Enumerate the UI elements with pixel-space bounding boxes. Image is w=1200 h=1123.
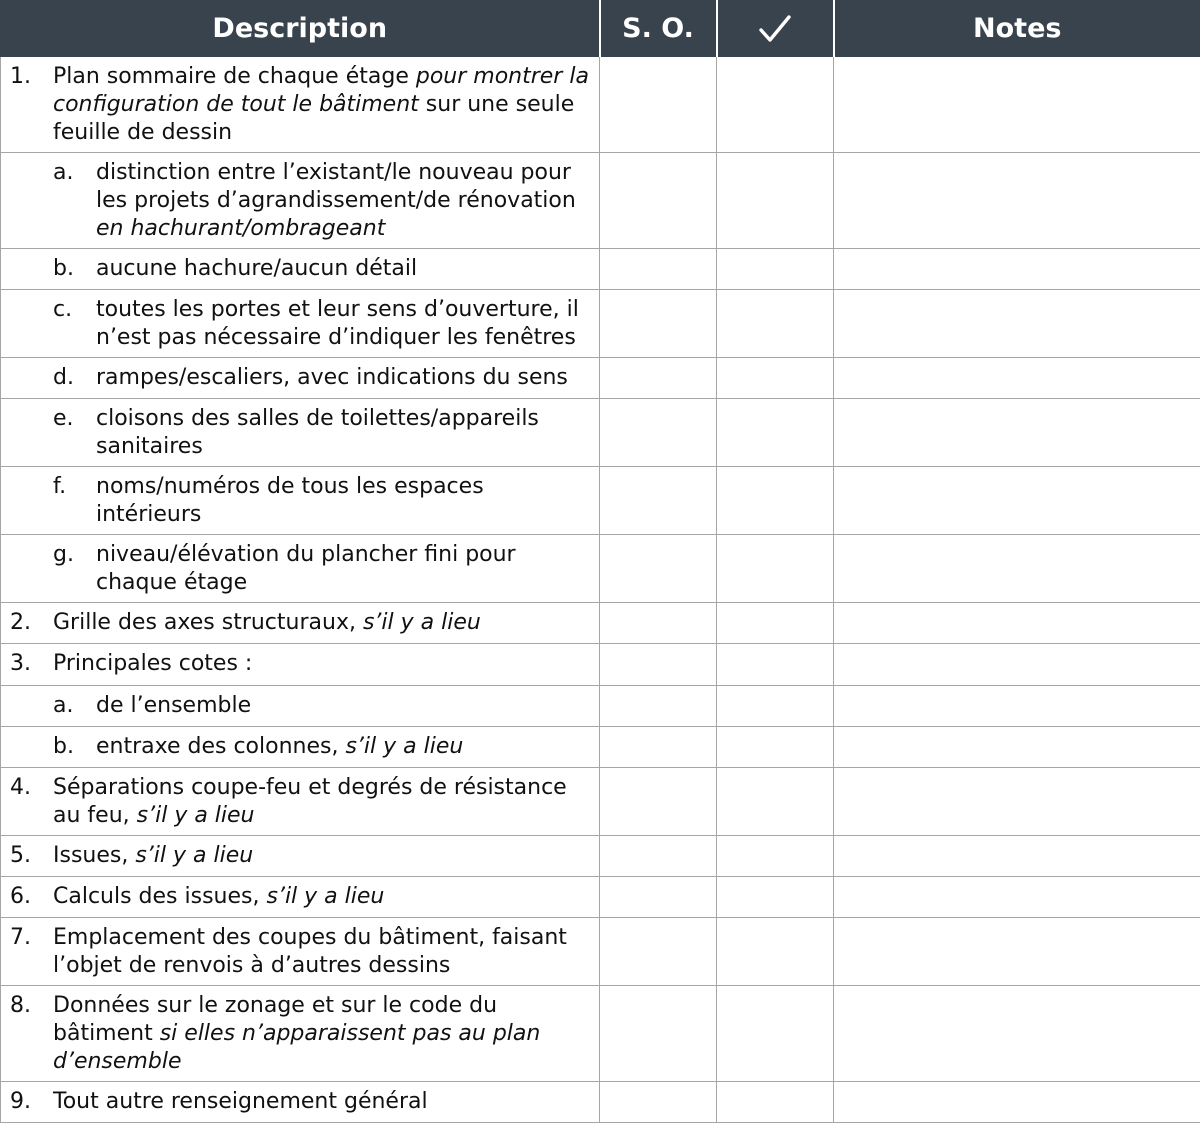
check-cell[interactable] — [717, 249, 834, 290]
item-text — [53, 1088, 591, 1116]
item-text-part: Principales cotes : — [53, 651, 252, 676]
item-text-part: Issues, — [53, 843, 135, 868]
so-cell[interactable] — [600, 57, 717, 153]
description-cell — [1, 918, 600, 986]
notes-cell[interactable] — [834, 399, 1200, 467]
table-row — [1, 877, 1200, 918]
check-cell[interactable] — [717, 768, 834, 836]
item-text — [53, 774, 591, 830]
item-text-italic: si elles n’apparaissent pas au plan d’ensemble — [53, 1021, 540, 1074]
sub-item-letter: a. — [53, 159, 96, 243]
item-number: 9. — [10, 1088, 53, 1116]
table-row — [1, 986, 1200, 1082]
item-text-part: Emplacement des coupes du bâtiment, faisant l’objet de renvois à d’autres dessins — [53, 925, 567, 978]
table-row — [1, 467, 1200, 535]
header-description: Description — [1, 1, 600, 57]
item-text — [96, 159, 591, 243]
item-text-part: Séparations coupe-feu et degrés de résistance au feu, — [53, 775, 567, 828]
item-text — [96, 364, 591, 392]
item-text — [53, 842, 591, 870]
sub-item-letter: b. — [53, 255, 96, 283]
item-text — [96, 541, 591, 597]
item-number: 7. — [10, 924, 53, 980]
item-number: 8. — [10, 992, 53, 1076]
so-cell[interactable] — [600, 768, 717, 836]
item-text — [53, 63, 591, 147]
check-cell[interactable] — [717, 535, 834, 603]
item-text-italic: en hachurant/ombrageant — [96, 216, 385, 241]
so-cell[interactable] — [600, 727, 717, 768]
description-cell — [1, 57, 600, 153]
header-so: S. O. — [600, 1, 717, 57]
description-cell — [1, 603, 600, 644]
table-row — [1, 686, 1200, 727]
item-text-part: cloisons des salles de toilettes/appareils sanitaires — [96, 406, 539, 459]
so-cell[interactable] — [600, 535, 717, 603]
item-text-part: distinction entre l’existant/le nouveau pour les projets d’agrandissement/de rénovation — [96, 160, 576, 213]
check-cell[interactable] — [717, 836, 834, 877]
check-cell[interactable] — [717, 918, 834, 986]
notes-cell[interactable] — [834, 644, 1200, 686]
item-text — [53, 883, 591, 911]
header-check — [717, 1, 834, 57]
description-cell — [1, 727, 600, 768]
so-cell[interactable] — [600, 603, 717, 644]
notes-cell[interactable] — [834, 768, 1200, 836]
table-row — [1, 249, 1200, 290]
notes-cell[interactable] — [834, 686, 1200, 727]
so-cell[interactable] — [600, 290, 717, 358]
so-cell[interactable] — [600, 1082, 717, 1123]
notes-cell[interactable] — [834, 1082, 1200, 1123]
table-row — [1, 644, 1200, 686]
item-number: 3. — [10, 650, 53, 678]
check-cell[interactable] — [717, 399, 834, 467]
table-row — [1, 57, 1200, 153]
item-text-part: Tout autre renseignement général — [53, 1089, 428, 1114]
sub-item-letter: e. — [53, 405, 96, 461]
table-row — [1, 727, 1200, 768]
notes-cell[interactable] — [834, 249, 1200, 290]
item-number: 5. — [10, 842, 53, 870]
notes-cell[interactable] — [834, 358, 1200, 399]
check-cell[interactable] — [717, 877, 834, 918]
table-row — [1, 290, 1200, 358]
so-cell[interactable] — [600, 467, 717, 535]
item-text-italic: s’il y a lieu — [137, 803, 255, 828]
table-row — [1, 535, 1200, 603]
check-cell[interactable] — [717, 727, 834, 768]
item-text-part: de l’ensemble — [96, 693, 251, 718]
item-number: 6. — [10, 883, 53, 911]
item-text — [53, 650, 591, 678]
notes-cell[interactable] — [834, 57, 1200, 153]
table-row — [1, 836, 1200, 877]
header-notes: Notes — [834, 1, 1200, 57]
check-cell[interactable] — [717, 358, 834, 399]
description-cell — [1, 399, 600, 467]
so-cell[interactable] — [600, 399, 717, 467]
item-text-part: toutes les portes et leur sens d’ouverture, il n’est pas nécessaire d’indiquer les fenêtres — [96, 297, 579, 350]
notes-cell[interactable] — [834, 836, 1200, 877]
description-cell — [1, 877, 600, 918]
notes-cell[interactable] — [834, 290, 1200, 358]
description-cell — [1, 986, 600, 1082]
item-text — [53, 609, 591, 637]
table-row — [1, 918, 1200, 986]
check-mark-icon — [758, 14, 792, 44]
item-text-part: aucune hachure/aucun détail — [96, 256, 417, 281]
check-cell[interactable] — [717, 603, 834, 644]
item-text — [53, 924, 591, 980]
notes-cell[interactable] — [834, 727, 1200, 768]
so-cell[interactable] — [600, 986, 717, 1082]
description-cell — [1, 768, 600, 836]
so-cell[interactable] — [600, 358, 717, 399]
description-cell — [1, 1082, 600, 1123]
sub-item-letter: g. — [53, 541, 96, 597]
notes-cell[interactable] — [834, 918, 1200, 986]
so-cell[interactable] — [600, 249, 717, 290]
description-cell — [1, 249, 600, 290]
table-row — [1, 153, 1200, 249]
table-body — [1, 57, 1200, 1123]
description-cell — [1, 836, 600, 877]
check-cell[interactable] — [717, 57, 834, 153]
check-cell[interactable] — [717, 467, 834, 535]
notes-cell[interactable] — [834, 986, 1200, 1082]
check-cell[interactable] — [717, 153, 834, 249]
item-text-part: sur une seule feuille de dessin — [53, 92, 574, 145]
table-header — [1, 1, 1200, 57]
notes-cell[interactable] — [834, 535, 1200, 603]
item-text-part: Calculs des issues, — [53, 884, 266, 909]
item-number: 1. — [10, 63, 53, 147]
item-text — [96, 296, 591, 352]
check-cell[interactable] — [717, 644, 834, 686]
item-text-part: rampes/escaliers, avec indications du sens — [96, 365, 568, 390]
header-row — [1, 1, 1200, 57]
item-text-italic: pour montrer la configuration de tout le bâtiment — [53, 64, 589, 117]
check-cell[interactable] — [717, 986, 834, 1082]
description-cell — [1, 644, 600, 686]
sub-item-letter: a. — [53, 692, 96, 720]
item-text-part: Plan sommaire de chaque étage — [53, 64, 416, 89]
check-cell[interactable] — [717, 290, 834, 358]
item-text-part: niveau/élévation du plancher fini pour chaque étage — [96, 542, 516, 595]
item-text — [96, 405, 591, 461]
item-text-italic: s’il y a lieu — [345, 734, 463, 759]
table-row — [1, 1082, 1200, 1123]
check-cell[interactable] — [717, 686, 834, 727]
item-text-part: entraxe des colonnes, — [96, 734, 345, 759]
so-cell[interactable] — [600, 644, 717, 686]
so-cell[interactable] — [600, 836, 717, 877]
item-text-part: noms/numéros de tous les espaces intérieurs — [96, 474, 484, 527]
table-row — [1, 603, 1200, 644]
item-text — [53, 992, 591, 1076]
item-text-italic: s’il y a lieu — [266, 884, 384, 909]
item-text-italic: s’il y a lieu — [135, 843, 253, 868]
check-cell[interactable] — [717, 1082, 834, 1123]
table-row — [1, 768, 1200, 836]
description-cell — [1, 686, 600, 727]
sub-item-letter: c. — [53, 296, 96, 352]
description-cell — [1, 467, 600, 535]
description-cell — [1, 153, 600, 249]
notes-cell[interactable] — [834, 877, 1200, 918]
notes-cell[interactable] — [834, 603, 1200, 644]
description-cell — [1, 358, 600, 399]
item-text — [96, 255, 591, 283]
description-cell — [1, 290, 600, 358]
sub-item-letter: f. — [53, 473, 96, 529]
so-cell[interactable] — [600, 918, 717, 986]
sub-item-letter: d. — [53, 364, 96, 392]
item-text — [96, 733, 591, 761]
table-row — [1, 358, 1200, 399]
so-cell[interactable] — [600, 153, 717, 249]
item-number: 4. — [10, 774, 53, 830]
description-cell — [1, 535, 600, 603]
table-row — [1, 399, 1200, 467]
so-cell[interactable] — [600, 686, 717, 727]
sub-item-letter: b. — [53, 733, 96, 761]
item-text — [96, 473, 591, 529]
item-number: 2. — [10, 609, 53, 637]
item-text-part: Grille des axes structuraux, — [53, 610, 363, 635]
so-cell[interactable] — [600, 877, 717, 918]
notes-cell[interactable] — [834, 153, 1200, 249]
item-text — [96, 692, 591, 720]
item-text-part: Données sur le zonage et sur le code du bâtiment — [53, 993, 497, 1046]
notes-cell[interactable] — [834, 467, 1200, 535]
item-text-italic: s’il y a lieu — [363, 610, 481, 635]
